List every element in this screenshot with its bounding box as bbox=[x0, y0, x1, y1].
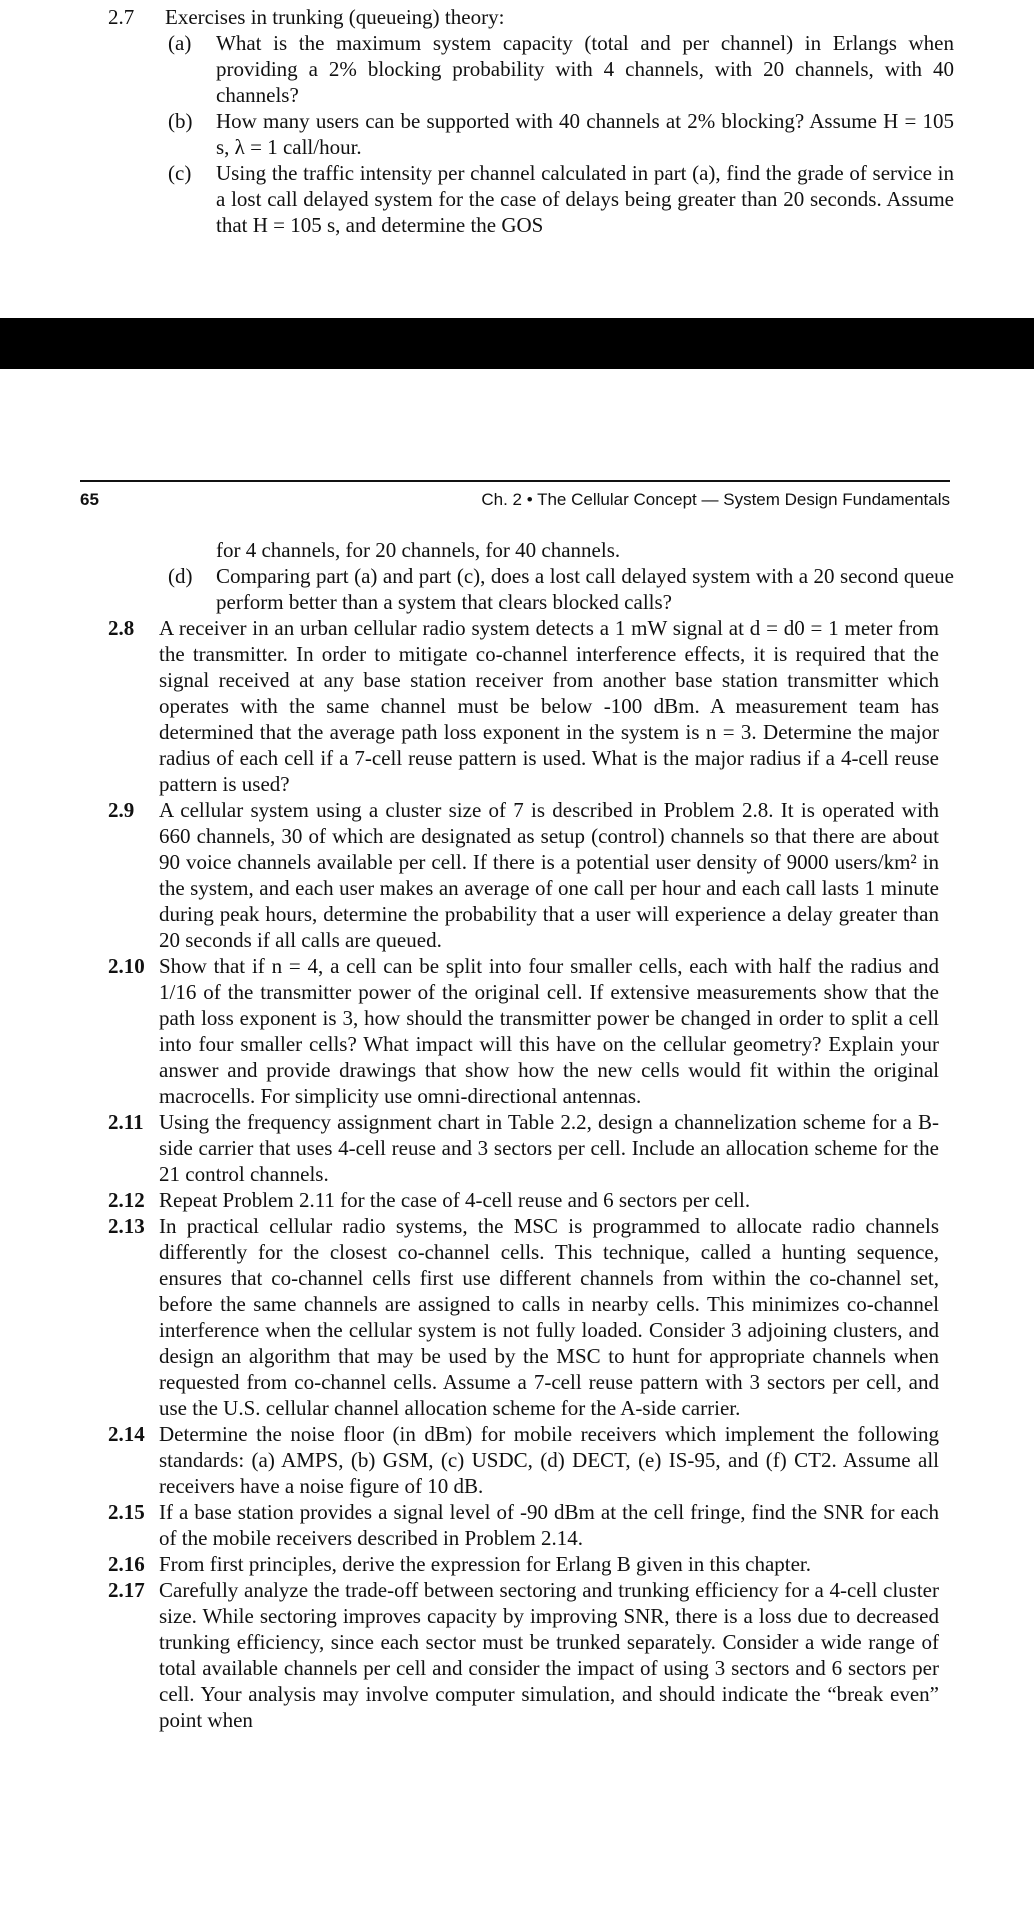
continuation-text: for 4 channels, for 20 channels, for 40 channels. bbox=[216, 538, 621, 562]
part-label: (c) bbox=[168, 161, 192, 185]
chapter-label: Ch. 2 bbox=[481, 490, 522, 509]
problem-2-14 bbox=[0, 1421, 1034, 1499]
header-rule bbox=[80, 480, 950, 482]
page-body bbox=[0, 537, 1034, 1733]
problem-text: Repeat Problem 2.11 for the case of 4-cell reuse and 6 sectors per cell. bbox=[159, 1188, 751, 1212]
problem-number: 2.10 bbox=[108, 954, 145, 978]
problem-2-13 bbox=[0, 1213, 1034, 1421]
problem-2-8 bbox=[0, 615, 1034, 797]
problem-2-16 bbox=[0, 1551, 1034, 1577]
exercise-number: 2.7 bbox=[108, 5, 135, 29]
problem-number: 2.13 bbox=[108, 1214, 145, 1238]
part-d bbox=[0, 563, 1034, 615]
part-text: What is the maximum system capacity (total and per channel) in Erlangs when providing a 2% blocking probability with 4 channels, with 20 channels, with 40 channels? bbox=[216, 31, 954, 107]
part-c bbox=[0, 160, 1034, 238]
bullet-separator: • bbox=[526, 490, 533, 509]
part-label: (a) bbox=[168, 31, 192, 55]
problem-2-12 bbox=[0, 1187, 1034, 1213]
page-number: 65 bbox=[80, 490, 99, 509]
part-text: Comparing part (a) and part (c), does a lost call delayed system with a 20 second queue perform better than a system that clears blocked calls? bbox=[216, 564, 954, 614]
problem-number: 2.17 bbox=[108, 1578, 145, 1602]
part-text: Using the traffic intensity per channel calculated in part (a), find the grade of service in a lost call delayed system for the case of delays being greater than 20 seconds. Assume that H = 105 s, and determine the GOS bbox=[216, 161, 954, 237]
problem-text: Carefully analyze the trade-off between sectoring and trunking efficiency for a 4-cell cluster size. While sectoring improves capacity by improving SNR, there is a loss due to decreased trunking efficiency, since each sector must be trunked separately. Consider a wide range of total available channels per cell and consider the impact of using 3 sectors and 6 sectors per cell. Your analysis may involve computer simulation, and should indicate the “break even” point when bbox=[159, 1578, 939, 1732]
problem-text: Using the frequency assignment chart in Table 2.2, design a channelization scheme for a B-side carrier that uses 4-cell reuse and 3 sectors per cell. Include an allocation scheme for the 21 control channels. bbox=[159, 1110, 939, 1186]
problem-number: 2.14 bbox=[108, 1422, 145, 1446]
problem-number: 2.8 bbox=[108, 616, 135, 640]
problem-text: Determine the noise floor (in dBm) for mobile receivers which implement the following standards: (a) AMPS, (b) GSM, (c) USDC, (d) DECT, (e) IS-95, and (f) CT2. Assume all receivers have a noise figure of 10 dB. bbox=[159, 1422, 939, 1498]
running-head bbox=[481, 490, 950, 510]
problem-number: 2.11 bbox=[108, 1110, 144, 1134]
problem-2-9 bbox=[0, 797, 1034, 953]
problem-number: 2.15 bbox=[108, 1500, 145, 1524]
problem-2-17 bbox=[0, 1577, 1034, 1733]
chapter-title: The Cellular Concept — System Design Fundamentals bbox=[537, 490, 950, 509]
problem-text: Show that if n = 4, a cell can be split into four smaller cells, each with half the radius and 1/16 of the transmitter power of the original cell. If extensive measurements show that the path loss exponent is 3, how should the transmitter power be changed in order to split a cell into four smaller cells? What impact will this have on the cellular geometry? Explain your answer and provide drawings that show how the new cells would fit within the original macrocells. For simplicity use omni-directional antennas. bbox=[159, 954, 939, 1108]
page-separator-bar bbox=[0, 318, 1034, 369]
problem-text: A cellular system using a cluster size of 7 is described in Problem 2.8. It is operated with 660 channels, 30 of which are designated as setup (control) channels so that there are about 90 voice channels available per cell. If there is a potential user density of 9000 users/km² in the system, and each user makes an average of one call per hour and each call lasts 1 minute during peak hours, determine the probability that a user will experience a delay greater than 20 seconds if all calls are queued. bbox=[159, 798, 939, 952]
problem-text: In practical cellular radio systems, the MSC is programmed to allocate radio channels differently for the closest co-channel cells. This technique, called a hunting sequence, ensures that co-channel cells first use different channels from within the co-channel set, before the same channels are assigned to calls in nearby cells. This minimizes co-channel interference when the cellular system is not fully loaded. Consider 3 adjoining clusters, and design an algorithm that may be used by the MSC to hunt for appropriate channels when requested from co-channel cells. Assume a 7-cell reuse pattern with 3 sectors per cell, and use the U.S. cellular channel allocation scheme for the A-side carrier. bbox=[159, 1214, 939, 1420]
problem-text: A receiver in an urban cellular radio system detects a 1 mW signal at d = d0 = 1 meter from the transmitter. In order to mitigate co-channel interference effects, it is required that the signal received at any base station receiver from another base station transmitter which operates with the same channel must be below -100 dBm. A measurement team has determined that the average path loss exponent in the system is n = 3. Determine the major radius of each cell if a 7-cell reuse pattern is used. What is the major radius if a 4-cell reuse pattern is used? bbox=[159, 616, 939, 796]
problem-number: 2.16 bbox=[108, 1552, 145, 1576]
problem-2-11 bbox=[0, 1109, 1034, 1187]
problem-number: 2.9 bbox=[108, 798, 135, 822]
problem-2-10 bbox=[0, 953, 1034, 1109]
problem-number: 2.12 bbox=[108, 1188, 145, 1212]
problem-text: If a base station provides a signal level of -90 dBm at the cell fringe, find the SNR for each of the mobile receivers described in Problem 2.14. bbox=[159, 1500, 939, 1550]
part-text: How many users can be supported with 40 channels at 2% blocking? Assume H = 105 s, λ = 1 call/hour. bbox=[216, 109, 954, 159]
exercise-heading bbox=[0, 4, 1034, 30]
problem-2-15 bbox=[0, 1499, 1034, 1551]
part-label: (b) bbox=[168, 109, 193, 133]
exercise-title: Exercises in trunking (queueing) theory: bbox=[165, 5, 505, 29]
part-label: (d) bbox=[168, 564, 193, 588]
problem-text: From first principles, derive the expression for Erlang B given in this chapter. bbox=[159, 1552, 812, 1576]
part-b bbox=[0, 108, 1034, 160]
top-fragment bbox=[0, 4, 1034, 238]
part-a bbox=[0, 30, 1034, 108]
